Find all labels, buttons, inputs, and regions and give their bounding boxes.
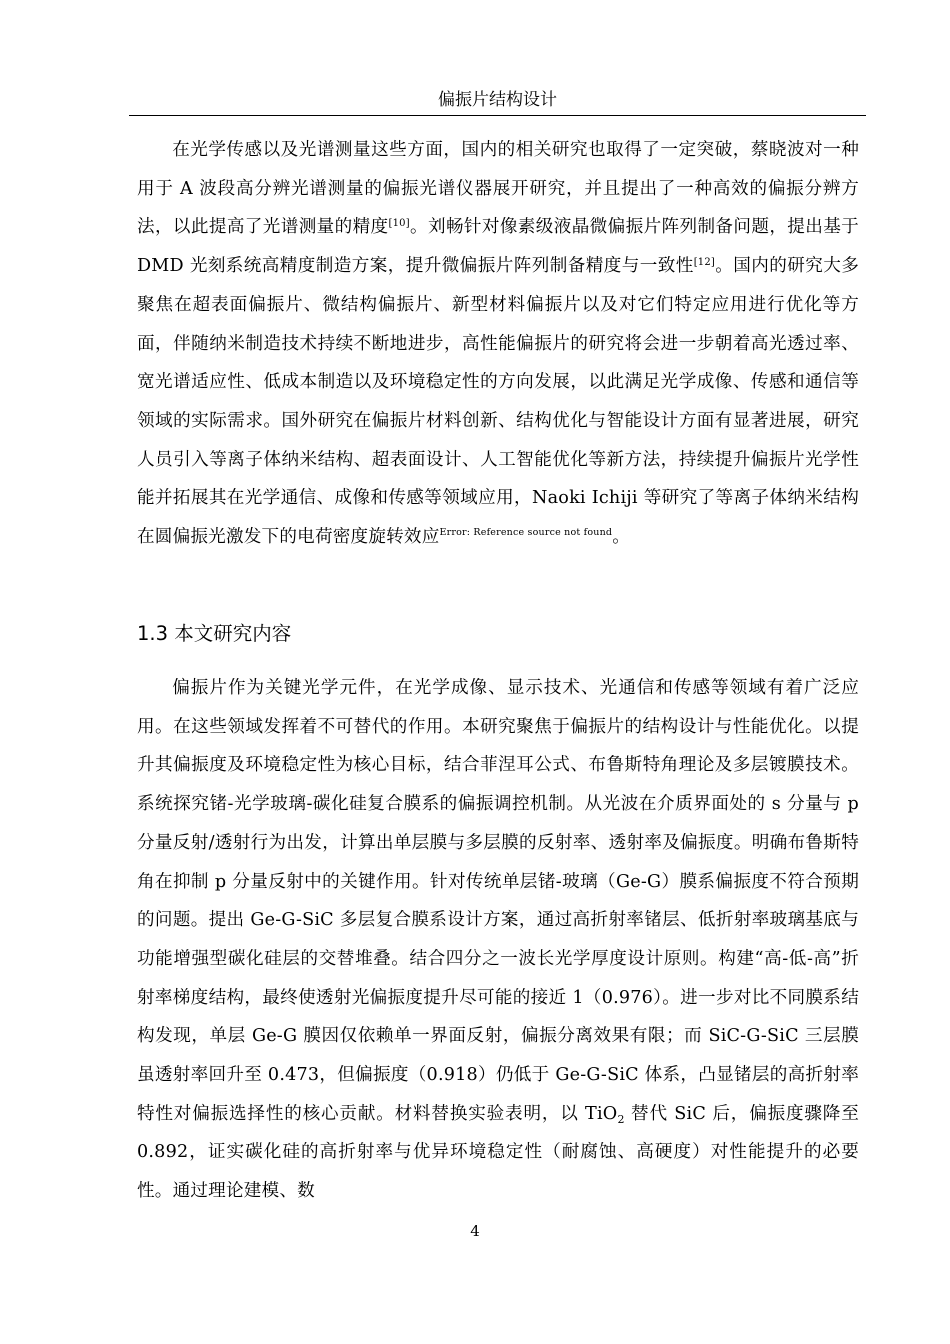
paragraph-research-content bbox=[137, 669, 859, 1211]
section-heading: 1.3 本文研究内容 bbox=[137, 622, 292, 645]
citation-error: Error: Reference source not found bbox=[439, 527, 613, 539]
paragraph-text: 偏振片作为关键光学元件，在光学成像、显示技术、光通信和传感等领域有着广泛应用。在这些领域发挥着不可替代的作用。本研究聚焦于偏振片的结构设计与性能优化。以提升其偏振度及环境稳定性为核心目标，结合菲涅耳公式、布鲁斯特角理论及多层镀膜技术。系统探究锗-光学玻璃-碳化硅复合膜系的偏振调控机制。从光波在介质界面处的 s 分量与 p 分量反射/透射行为出发，计算出单层膜与多层膜的反射率、透射率及偏振度。明确布鲁斯特角在抑制 p 分量反射中的关键作用。针对传统单层锗-玻璃（Ge-G）膜系偏振度不符合预期的问题。提出 Ge-G-SiC 多层复合膜系设计方案，通过高折射率锗层、低折射率玻璃基底与功能增强型碳化硅层的交替堆叠。结合四分之一波长光学厚度设计原则。构建“高-低-高”折射率梯度结构，最终使透射光偏振度提升尽可能的接近 1（0.976）。进一步对比不同膜系结构发现，单层 Ge-G 膜因仅依赖单一界面反射，偏振分离效果有限；而 SiC-G-SiC 三层膜虽透射率回升至 0.473，但偏振度（0.918）仍低于 Ge-G-SiC 体系，凸显锗层的高折射率特性对偏振选择性的核心贡献。材料替换实验表明，以 TiO bbox=[137, 678, 859, 1124]
page-number: 4 bbox=[470, 1222, 480, 1240]
paragraph-text: 。国内的研究大多聚焦在超表面偏振片、微结构偏振片、新型材料偏振片以及对它们特定应用进行优化等方面，伴随纳米制造技术持续不断地进步，高性能偏振片的研究将会进一步朝着高光透过率、宽光谱适应性、低成本制造以及环境稳定性的方向发展，以此满足光学成像、传感和通信等领域的实际需求。国外研究在偏振片材料创新、结构优化与智能设计方面有显著进展，研究人员引入等离子体纳米结构、超表面设计、人工智能优化等新方法，持续提升偏振片光学性能并拓展其在光学通信、成像和传感等领域应用，Naoki Ichiji 等研究了等离子体纳米结构在圆偏振光激发下的电荷密度旋转效应 bbox=[137, 256, 859, 548]
paragraph-domestic-foreign-research bbox=[137, 131, 859, 557]
paragraph-text: 。 bbox=[612, 527, 630, 548]
citation-12: [12] bbox=[693, 257, 716, 269]
page-header bbox=[129, 87, 866, 116]
paragraph-text: 在光学传感以及光谱测量这些方面，国内的相关研究也取得了一定突破，蔡晓波对一种用于 A 波段高分辨光谱测量的偏振光谱仪器展开研究，并且提出了一种高效的偏振分辨方法，以此提高了光谱测量的精度 bbox=[137, 140, 859, 238]
subscript-2: 2 bbox=[617, 1112, 625, 1126]
paragraph-text: 替代 SiC 后，偏振度骤降至 0.892，证实碳化硅的高折射率与优异环境稳定性（耐腐蚀、高硬度）对性能提升的必要性。通过理论建模、数 bbox=[137, 1103, 859, 1202]
header-title: 偏振片结构设计 bbox=[438, 90, 557, 110]
paragraph-text: 。刘畅针对像素级液晶微偏振片阵列制备问题，提出基于 DMD 光刻系统高精度制造方案，提升微偏振片阵列制备精度与一致性 bbox=[137, 217, 859, 277]
citation-10: [10] bbox=[388, 218, 410, 230]
